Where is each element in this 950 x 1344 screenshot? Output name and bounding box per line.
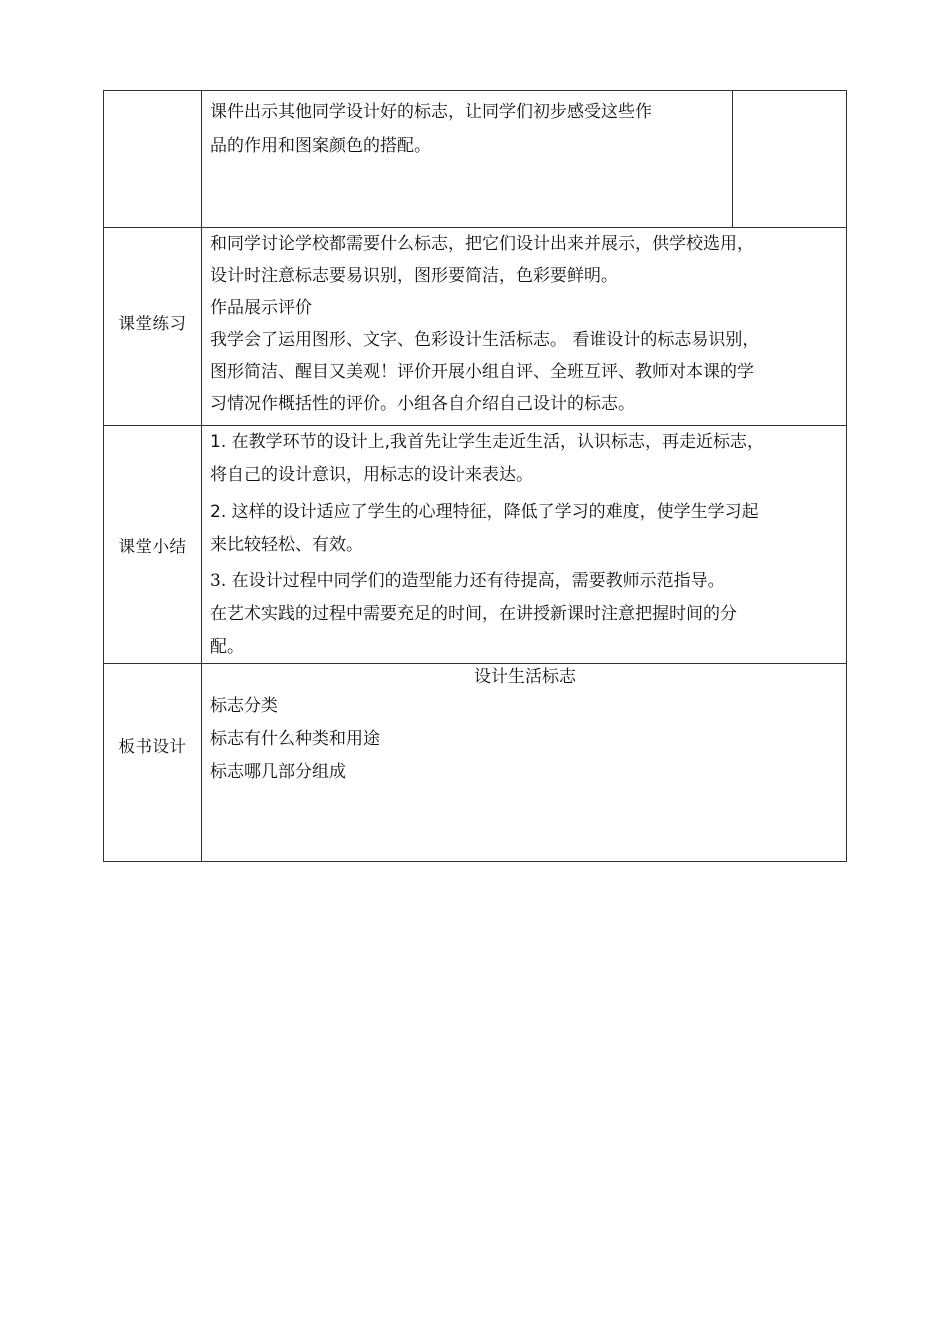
row-content [202,228,846,425]
content-line: 来比较轻松、有效。 [210,535,363,555]
content-line: 作品展示评价 [210,298,312,318]
board-title: 设计生活标志 [474,667,576,687]
content-line: 习情况作概括性的评价。小组各自介绍自己设计的标志。 [210,394,635,414]
row-label-summary: 课堂小结 [104,426,202,663]
content-line: 我学会了运用图形、文字、色彩设计生活标志。 看谁设计的标志易识别， [210,330,760,350]
row-label [104,91,202,227]
content-line: 2. 这样的设计适应了学生的心理特征，降低了学习的难度，使学生学习起 [210,502,759,522]
content-line: 品的作用和图案颜色的搭配。 [210,136,431,156]
table-row-courseware [104,91,846,227]
row-label-board: 板书设计 [104,664,202,861]
row-label-practice: 课堂练习 [104,228,202,425]
table-row-practice [104,227,846,425]
lesson-plan-table [103,90,847,862]
content-line: 3. 在设计过程中同学们的造型能力还有待提高，需要教师示范指导。 [210,571,725,591]
notes-cell [732,91,846,227]
content-line: 1. 在教学环节的设计上,我首先让学生走近生活，认识标志，再走近标志， [210,432,765,452]
content-line: 将自己的设计意识，用标志的设计来表达。 [210,465,533,485]
content-line: 课件出示其他同学设计好的标志，让同学们初步感受这些作 [210,102,652,122]
content-line: 和同学讨论学校都需要什么标志，把它们设计出来并展示，供学校选用， [210,234,754,254]
content-line: 标志哪几部分组成 [210,762,346,782]
content-line: 标志有什么种类和用途 [210,729,380,749]
content-line: 图形简洁、醒目又美观！评价开展小组自评、全班互评、教师对本课的学 [210,362,754,382]
row-content [202,91,732,227]
table-row-board [104,663,846,861]
content-line: 设计时注意标志要易识别，图形要简洁，色彩要鲜明。 [210,266,618,286]
table-row-summary [104,425,846,663]
row-content [202,664,846,861]
content-line: 配。 [210,637,244,657]
row-content [202,426,846,663]
content-line: 标志分类 [210,696,278,716]
content-line: 在艺术实践的过程中需要充足的时间，在讲授新课时注意把握时间的分 [210,604,737,624]
